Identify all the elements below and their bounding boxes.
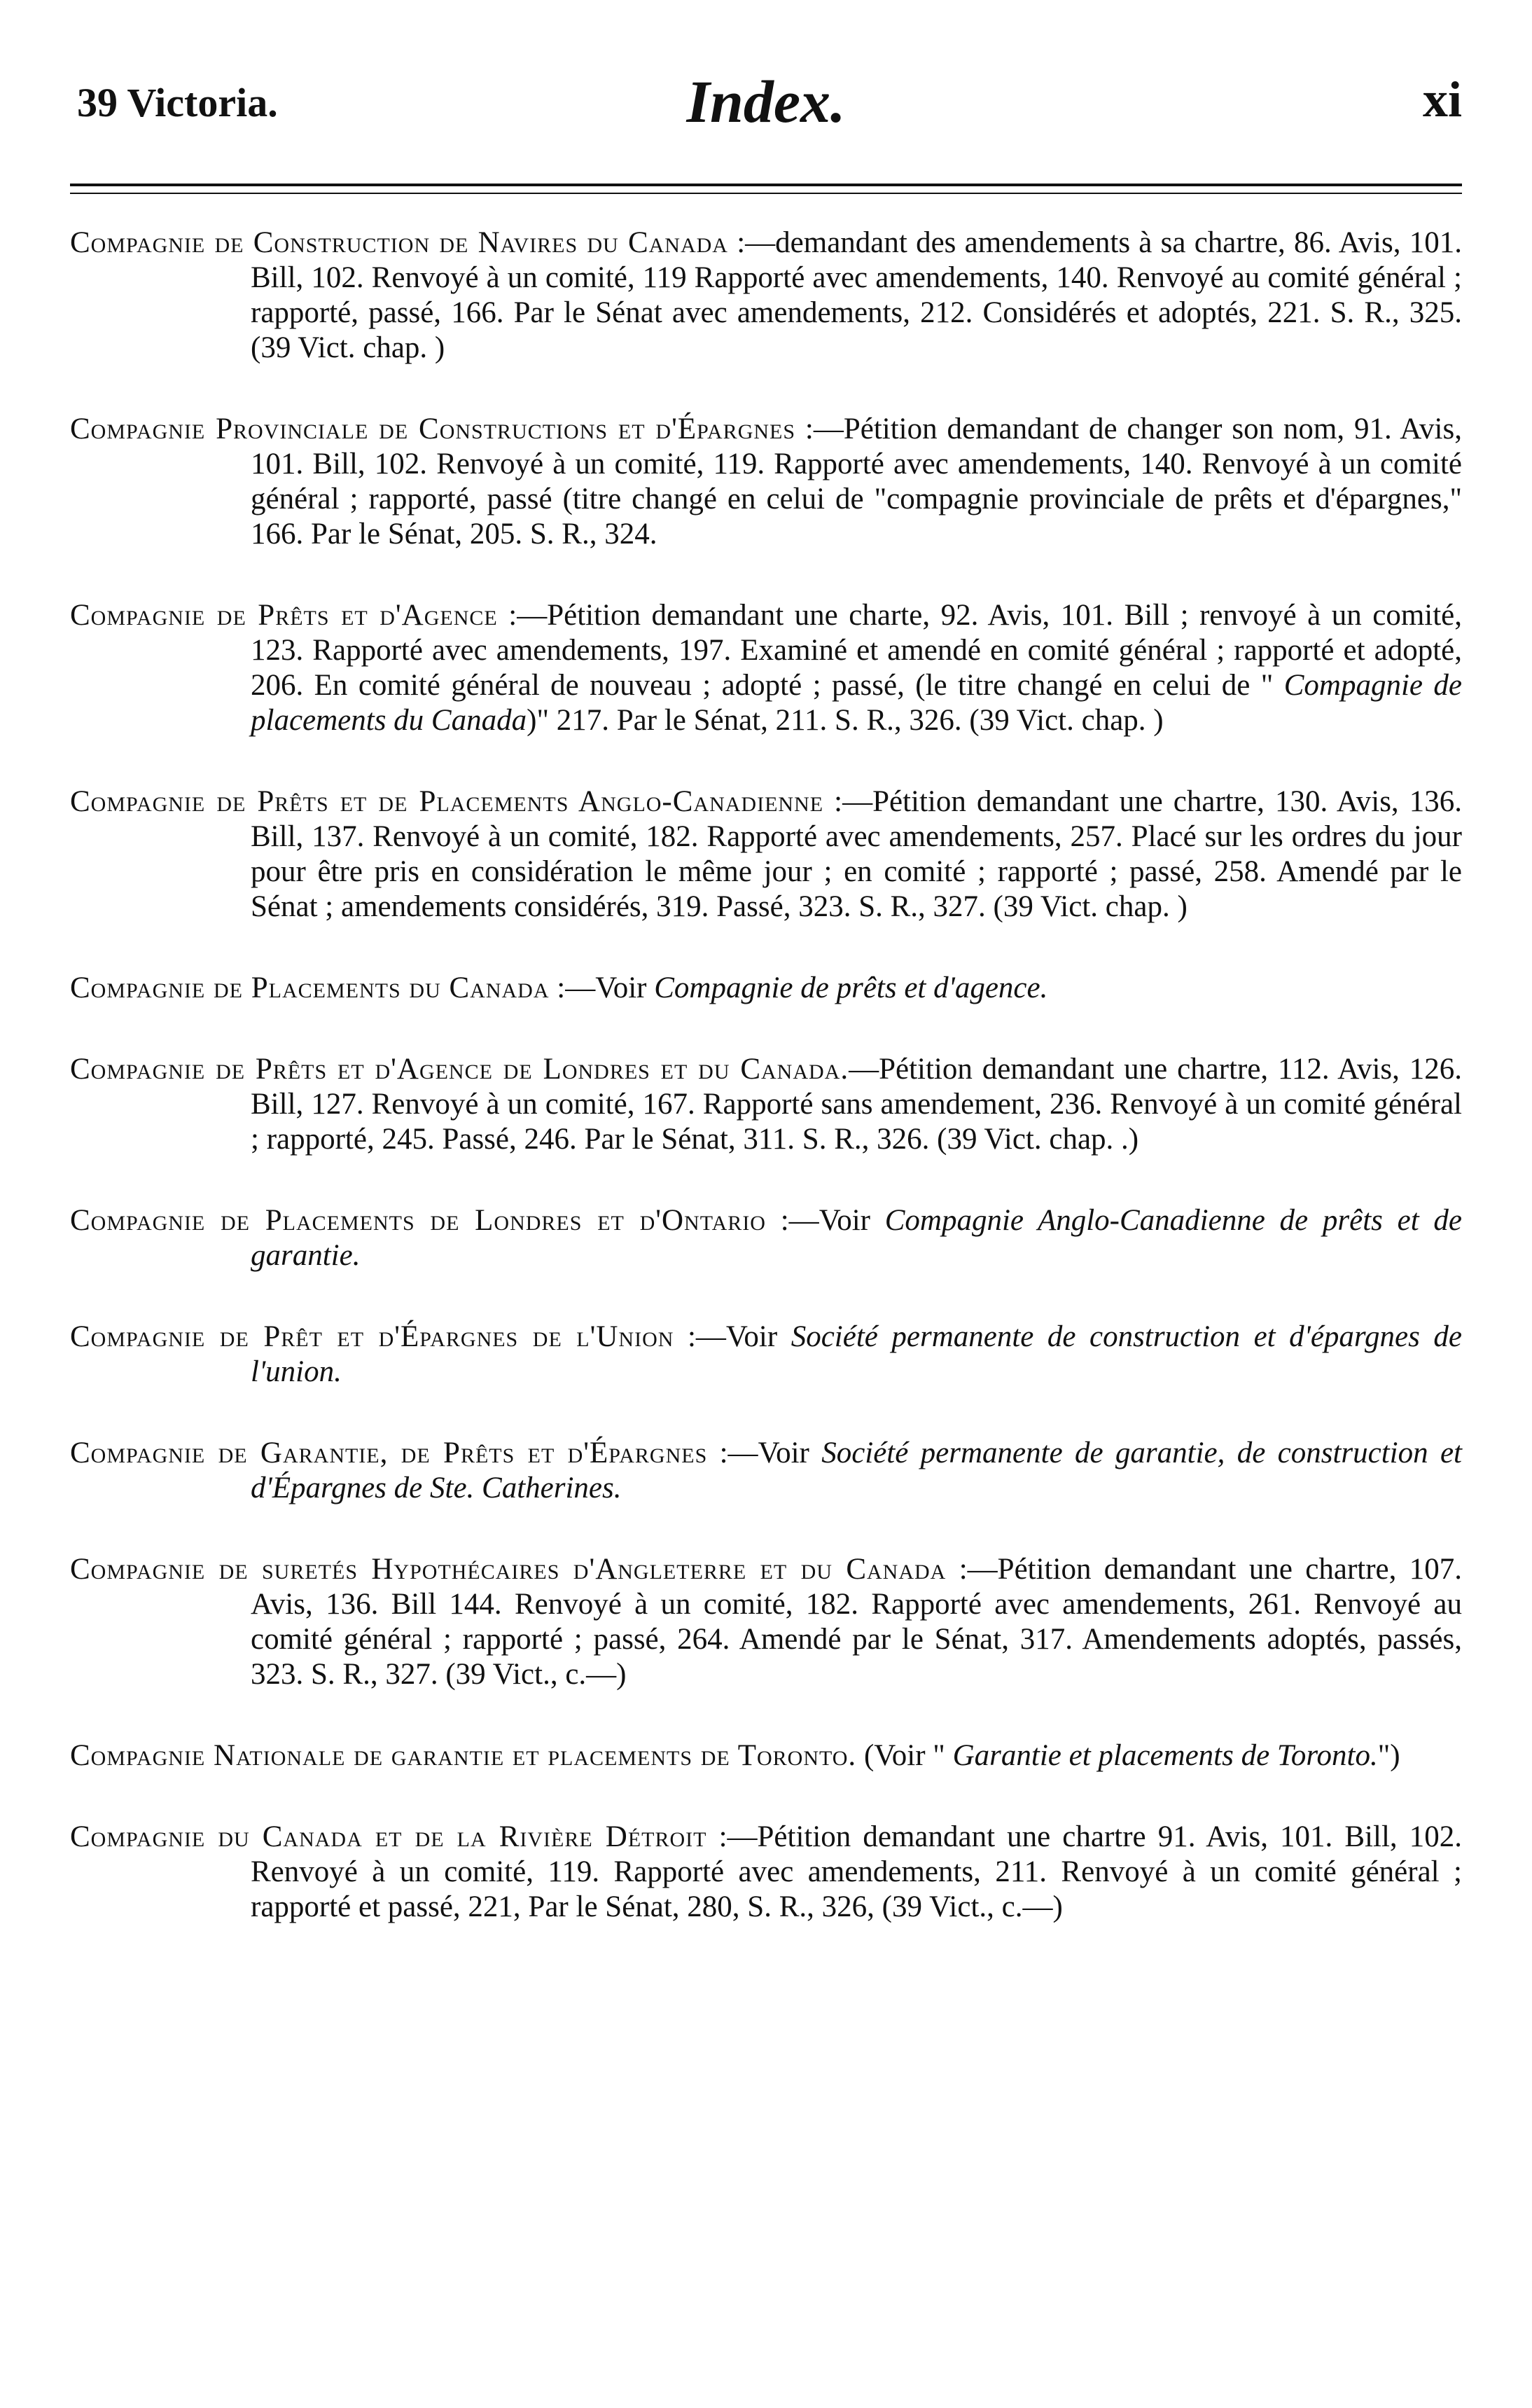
entry-heading: Compagnie Nationale de garantie et placements de Toronto. — [70, 1739, 857, 1772]
index-entry — [70, 971, 1462, 1006]
entry-body: Pétition demandant une chartre, 107. Avis, 136. Bill 144. Renvoyé à un comité, 182. Rapporté avec amendements, 261. Renvoyé au comité général ; rapporté ; passé, 264. Amendé par le Sénat, 317. Amendements adoptés, passés, 323. S. R., 327. (39 Vict., c.—) — [251, 1553, 1462, 1691]
entry-heading: Compagnie de Garantie, de Prêts et d'Épargnes — [70, 1437, 708, 1469]
entry-body: Pétition demandant une chartre, 130. Avis, 136. Bill, 137. Renvoyé à un comité, 182. Rapporté avec amendements, 257. Placé sur les ordres du jour pour être pris en considération le même jour ; en comité ; rapporté ; passé, 258. Amendé par le Sénat ; amendements considérés, 319. Passé, 323. S. R., 327. (39 Vict. chap. ) — [251, 785, 1462, 923]
entry-separator — [856, 1739, 864, 1772]
entry-separator: :— — [795, 413, 844, 445]
entry-separator: — — [849, 1053, 879, 1086]
index-entry — [70, 1052, 1462, 1157]
entry-body: Voir — [758, 1437, 822, 1469]
running-head-title: Index. — [686, 68, 846, 135]
entry-body: Pétition demandant une charte, 92. Avis, 101. Bill ; renvoyé à un comité, 123. Rapporté avec amendements, 197. Examiné et amendé en comité général ; rapporté et adopté, 206. En comité général de nouveau ; adopté ; passé, (le titre changé en celui de " — [251, 599, 1462, 702]
entry-heading: Compagnie du Canada et de la Rivière Détroit — [70, 1820, 707, 1853]
entry-separator: :— — [727, 226, 776, 259]
index-entry — [70, 1203, 1462, 1273]
index-entry — [70, 1552, 1462, 1692]
index-entry — [70, 1436, 1462, 1506]
entry-body: Voir — [595, 971, 655, 1004]
entry-heading: Compagnie de Prêts et d'Agence — [70, 599, 498, 632]
entry-italic-reference: Garantie et placements de Toronto. — [952, 1739, 1378, 1772]
entry-body: Pétition demandant une chartre, 112. Avis, 126. Bill, 127. Renvoyé à un comité, 167. Rapporté sans amendement, 236. Renvoyé à un comité général ; rapporté, 245. Passé, 246. Par le Sénat, 311. S. R., 326. (39 Vict. chap. .) — [251, 1053, 1462, 1156]
index-entry — [70, 226, 1462, 366]
entry-separator: :— — [706, 1820, 758, 1853]
entry-heading: Compagnie de Placements du Canada — [70, 971, 550, 1004]
index-entry — [70, 412, 1462, 552]
entry-tail: )" 217. Par le Sénat, 211. S. R., 326. (39 Vict. chap. ) — [527, 704, 1164, 737]
entry-body: demandant des amendements à sa chartre, 86. Avis, 101. Bill, 102. Renvoyé à un comité, 119 Rapporté avec amendements, 140. Renvoyé au comité général ; rapporté, passé, 166. Par le Sénat avec amendements, 212. Considérés et adoptés, 221. S. R., 325. (39 Vict. chap. ) — [251, 226, 1462, 364]
index-entry — [70, 1738, 1462, 1773]
entry-separator: :— — [707, 1437, 758, 1469]
running-head-session: 39 Victoria. — [77, 80, 278, 125]
page-number: xi — [1422, 71, 1462, 127]
entry-separator: :— — [549, 971, 596, 1004]
entry-heading: Compagnie de Construction de Navires du Canada — [70, 226, 728, 259]
entry-italic-reference: Compagnie de placements du Canada — [251, 669, 1462, 737]
entry-italic-reference: Compagnie Anglo-Canadienne de prêts et de garantie. — [251, 1204, 1462, 1272]
entry-italic-reference: Société permanente de garantie, de construction et d'Épargnes de Ste. Catherines. — [251, 1437, 1463, 1504]
entry-body: Pétition demandant une chartre 91. Avis, 101. Bill, 102. Renvoyé à un comité, 119. Rapporté avec amendements, 211. Renvoyé à un comité général ; rapporté et passé, 221, Par le Sénat, 280, S. R., 326, (39 Vict., c.—) — [251, 1820, 1462, 1923]
page-header — [70, 67, 1462, 137]
entry-body: Voir — [725, 1320, 791, 1353]
header-rule-thick — [70, 184, 1462, 186]
entry-heading: Compagnie de Prêts et d'Agence de Londres et du Canada. — [70, 1053, 849, 1086]
entry-separator: :— — [765, 1204, 819, 1237]
entry-tail: ") — [1377, 1739, 1400, 1772]
entry-italic-reference: Société permanente de construction et d'épargnes de l'union. — [251, 1320, 1462, 1388]
index-entries — [70, 226, 1462, 1925]
entry-separator: :— — [497, 599, 548, 632]
index-entry — [70, 1820, 1462, 1925]
entry-italic-reference: Compagnie de prêts et d'agence. — [654, 971, 1048, 1004]
entry-body: Pétition demandant de changer son nom, 91. Avis, 101. Bill, 102. Renvoyé à un comité, 119. Rapporté avec amendements, 140. Renvoyé à un comité général ; rapporté, passé (titre changé en celui de "compagnie provinciale de prêts et d'épargnes," 166. Par le Sénat, 205. S. R., 324. — [251, 413, 1462, 551]
entry-separator: :— — [674, 1320, 726, 1353]
entry-heading: Compagnie de suretés Hypothécaires d'Angleterre et du Canada — [70, 1553, 947, 1586]
entry-heading: Compagnie de Prêts et de Placements Anglo-Canadienne — [70, 785, 824, 818]
entry-heading: Compagnie de Placements de Londres et d'Ontario — [70, 1204, 766, 1237]
entry-body: (Voir " — [863, 1739, 953, 1772]
entry-body: Voir — [819, 1204, 885, 1237]
entry-heading: Compagnie Provinciale de Constructions et d'Épargnes — [70, 413, 796, 445]
entry-heading: Compagnie de Prêt et d'Épargnes de l'Union — [70, 1320, 674, 1353]
header-rule-thin — [70, 193, 1462, 194]
entry-separator: :— — [946, 1553, 998, 1586]
index-entry — [70, 1320, 1462, 1390]
entry-separator: :— — [823, 785, 873, 818]
index-entry — [70, 598, 1462, 738]
index-entry — [70, 784, 1462, 925]
